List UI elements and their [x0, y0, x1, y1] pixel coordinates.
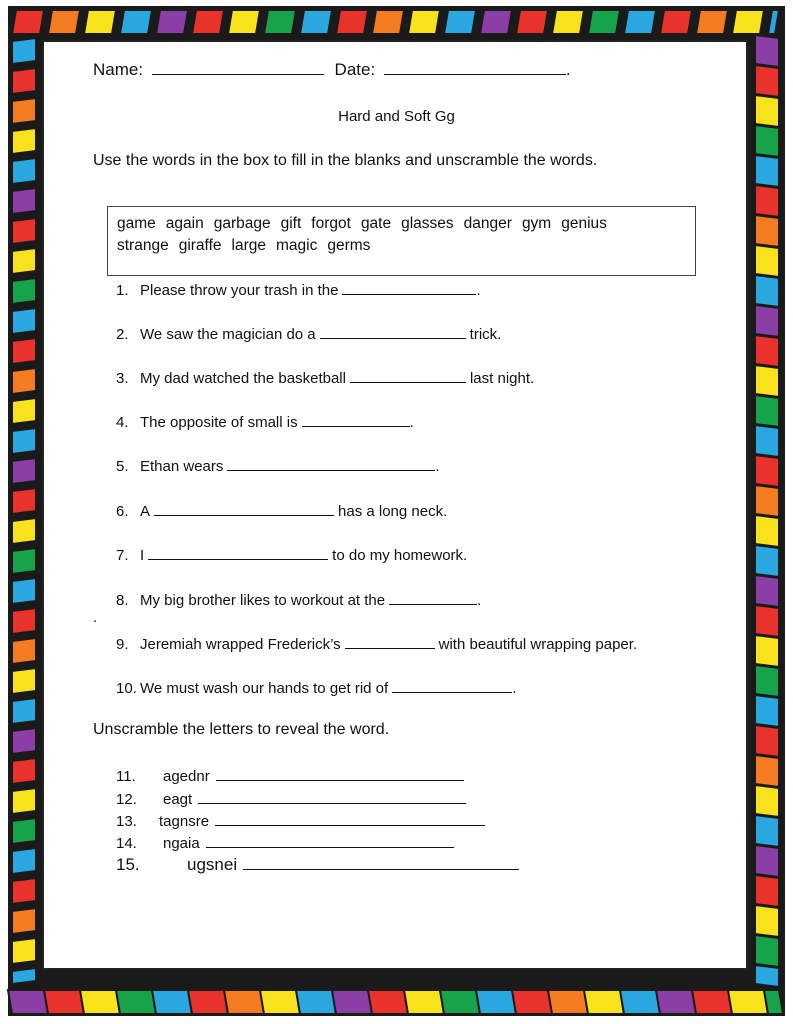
border-tile	[512, 990, 552, 1014]
border-tile	[296, 990, 336, 1014]
border-tile	[12, 788, 36, 814]
border-tile	[12, 368, 36, 394]
word-box-word: large	[231, 237, 266, 254]
question-text: Please throw your trash in the	[140, 282, 339, 299]
border-tile	[12, 728, 36, 754]
question-text-end: to do my homework.	[332, 547, 468, 564]
border-tile	[584, 990, 624, 1014]
answer-blank[interactable]	[350, 368, 466, 383]
page-title: Hard and Soft Gg	[338, 108, 455, 125]
border-tile	[12, 518, 36, 544]
border-tile	[728, 990, 768, 1014]
border-tile	[755, 935, 779, 967]
question-text-end: .	[435, 458, 440, 475]
border-tile	[80, 990, 120, 1014]
border-tile	[755, 65, 779, 97]
unscramble-answer-blank[interactable]	[198, 789, 466, 804]
border-tile	[755, 515, 779, 547]
question-number: 5.	[116, 458, 129, 475]
word-box-word: gift	[280, 215, 302, 232]
unscramble-number: 15.	[116, 855, 140, 874]
question-4	[116, 412, 414, 431]
scrambled-letters: agednr	[163, 768, 210, 785]
question-5	[116, 456, 440, 475]
question-text: A	[140, 503, 151, 520]
question-text: My dad watched the basketball	[140, 370, 346, 387]
border-tile	[755, 605, 779, 637]
border-tile	[44, 990, 84, 1014]
border-tile	[755, 815, 779, 847]
question-text: Ethan wears	[140, 458, 224, 475]
border-tile	[476, 990, 516, 1014]
question-number: 1.	[116, 282, 129, 299]
border-tile	[692, 990, 732, 1014]
border-tile	[755, 395, 779, 427]
border-tile	[755, 485, 779, 517]
border-tile	[12, 698, 36, 724]
word-box-word: gate	[360, 215, 392, 232]
border-tile	[755, 545, 779, 577]
question-2	[116, 324, 501, 343]
border-tile	[12, 218, 36, 244]
scrambled-letters: eagt	[163, 791, 193, 808]
question-text-end: .	[512, 680, 517, 697]
border-tile	[12, 308, 36, 334]
word-box-word: germs	[327, 237, 371, 254]
border-tile	[12, 908, 36, 934]
question-text-end: .	[477, 592, 482, 609]
word-box-word: genius	[561, 215, 607, 232]
question-number: 3.	[116, 370, 129, 387]
border-tile	[755, 905, 779, 937]
answer-blank[interactable]	[342, 280, 476, 295]
question-10	[116, 678, 516, 697]
question-3	[116, 368, 534, 387]
border-tile	[12, 38, 36, 64]
unscramble-item-15	[116, 855, 519, 875]
answer-blank[interactable]	[345, 634, 435, 649]
border-tile	[624, 10, 656, 34]
border-tile	[12, 10, 44, 34]
unscramble-answer-blank[interactable]	[243, 855, 519, 870]
question-6	[116, 501, 447, 520]
border-tile	[755, 35, 779, 67]
border-tile	[8, 990, 48, 1014]
question-text: We saw the magician do a	[140, 326, 316, 343]
word-box-word: again	[165, 215, 204, 232]
border-tile	[755, 965, 779, 987]
unscramble-number: 14.	[116, 835, 137, 852]
border-tile	[12, 878, 36, 904]
question-text: We must wash our hands to get rid of	[140, 680, 389, 697]
border-tile	[12, 128, 36, 154]
border-tile	[84, 10, 116, 34]
border-tile	[755, 575, 779, 607]
word-box	[107, 206, 696, 276]
border-tile	[755, 365, 779, 397]
border-tile	[12, 278, 36, 304]
unscramble-item-13	[116, 811, 485, 830]
border-tile	[656, 990, 696, 1014]
unscramble-item-11	[116, 766, 464, 785]
question-number: 4.	[116, 414, 129, 431]
border-tile	[300, 10, 332, 34]
border-tile	[755, 215, 779, 247]
answer-blank[interactable]	[148, 545, 328, 560]
unscramble-answer-blank[interactable]	[215, 811, 485, 826]
border-tile	[755, 845, 779, 877]
name-date-line	[93, 60, 571, 80]
name-field[interactable]	[152, 60, 324, 75]
word-box-word: magic	[275, 237, 318, 254]
border-tile	[224, 990, 264, 1014]
date-field[interactable]	[384, 60, 566, 75]
unscramble-number: 11.	[116, 768, 136, 785]
border-tile	[755, 245, 779, 277]
question-number: 6.	[116, 503, 129, 520]
border-tile	[368, 990, 408, 1014]
border-tile	[12, 758, 36, 784]
border-tile	[116, 990, 156, 1014]
border-tile	[12, 548, 36, 574]
border-tile	[336, 10, 368, 34]
word-box-word: giraffe	[178, 237, 222, 254]
border-tile	[755, 275, 779, 307]
border-tile	[372, 10, 404, 34]
question-text-end: has a long neck.	[338, 503, 448, 520]
date-end-period: .	[565, 60, 571, 79]
question-text-end: last night.	[469, 370, 535, 387]
border-tile	[12, 608, 36, 634]
border-tile	[755, 725, 779, 757]
border-tile	[12, 848, 36, 874]
word-box-line-1	[117, 213, 686, 235]
instructions: Use the words in the box to fill in the blanks and unscramble the words.	[93, 152, 598, 169]
question-text: The opposite of small is	[140, 414, 298, 431]
question-8	[116, 590, 481, 609]
question-number: 9.	[116, 636, 129, 653]
border-tile	[755, 455, 779, 487]
border-tile	[12, 458, 36, 484]
unscramble-answer-blank[interactable]	[206, 833, 454, 848]
question-text: I	[140, 547, 145, 564]
question-text: My big brother likes to workout at the	[140, 592, 386, 609]
border-tile	[264, 10, 296, 34]
question-9	[116, 634, 637, 653]
word-box-word: garbage	[213, 215, 271, 232]
border-tile	[480, 10, 512, 34]
border-tile	[12, 158, 36, 184]
answer-blank[interactable]	[154, 501, 334, 516]
border-tile	[12, 488, 36, 514]
unscramble-instructions: Unscramble the letters to reveal the word.	[93, 721, 390, 738]
question-number: 10.	[116, 680, 137, 697]
question-text-end: with beautiful wrapping paper.	[438, 636, 638, 653]
word-box-line-2	[117, 235, 686, 257]
question-text-end: .	[476, 282, 481, 299]
border-tile	[552, 10, 584, 34]
border-tile	[755, 185, 779, 217]
border-tile	[228, 10, 260, 34]
border-tile	[755, 755, 779, 787]
border-tile	[755, 425, 779, 457]
word-box-word: glasses	[401, 215, 454, 232]
border-tile	[755, 695, 779, 727]
border-tile	[12, 818, 36, 844]
word-box-word: danger	[463, 215, 512, 232]
border-tile	[12, 668, 36, 694]
question-number: 7.	[116, 547, 129, 564]
unscramble-number: 12.	[116, 791, 137, 808]
name-label: Name:	[93, 60, 144, 79]
border-tile	[444, 10, 476, 34]
scrambled-letters: tagnsre	[159, 813, 210, 830]
stray-mark: .	[93, 609, 98, 626]
border-tile	[755, 665, 779, 697]
question-number: 2.	[116, 326, 129, 343]
border-tile	[696, 10, 728, 34]
unscramble-item-14	[116, 833, 454, 852]
border-tile	[192, 10, 224, 34]
question-1	[116, 280, 481, 299]
scrambled-letters: ugsnei	[187, 855, 238, 874]
border-tile	[755, 875, 779, 907]
question-text-end: trick.	[469, 326, 502, 343]
date-label: Date:	[334, 60, 376, 79]
border-tile	[12, 968, 36, 984]
border-tile	[12, 398, 36, 424]
border-tile	[764, 990, 783, 1014]
border-tile	[732, 10, 764, 34]
border-tile	[12, 638, 36, 664]
border-tile	[755, 155, 779, 187]
border-tile	[755, 305, 779, 337]
border-tile	[188, 990, 228, 1014]
word-box-word: strange	[117, 237, 169, 254]
border-tile	[440, 990, 480, 1014]
border-tile	[12, 68, 36, 94]
border-tile	[260, 990, 300, 1014]
border-tile	[755, 635, 779, 667]
answer-blank[interactable]	[320, 324, 466, 339]
border-tile	[48, 10, 80, 34]
border-tile	[120, 10, 152, 34]
question-number: 8.	[116, 592, 129, 609]
question-text: Jeremiah wrapped Frederick’s	[140, 636, 341, 653]
border-tile	[755, 125, 779, 157]
answer-blank[interactable]	[227, 456, 435, 471]
border-tile	[152, 990, 192, 1014]
border-tile	[755, 335, 779, 367]
border-tile	[12, 338, 36, 364]
unscramble-answer-blank[interactable]	[216, 766, 464, 781]
answer-blank[interactable]	[389, 590, 477, 605]
question-text-end: .	[409, 414, 414, 431]
answer-blank[interactable]	[392, 678, 512, 693]
border-tile	[404, 990, 444, 1014]
answer-blank[interactable]	[302, 412, 410, 427]
border-tile	[548, 990, 588, 1014]
border-tile	[12, 578, 36, 604]
border-tile	[12, 248, 36, 274]
border-tile	[588, 10, 620, 34]
word-box-word: forgot	[311, 215, 351, 232]
border-tile	[516, 10, 548, 34]
border-tile	[12, 938, 36, 964]
scrambled-letters: ngaia	[163, 835, 200, 852]
border-tile	[12, 188, 36, 214]
border-tile	[332, 990, 372, 1014]
word-box-word: game	[117, 215, 156, 232]
unscramble-item-12	[116, 789, 466, 808]
word-box-word: gym	[521, 215, 552, 232]
border-tile	[620, 990, 660, 1014]
border-tile	[408, 10, 440, 34]
border-tile	[660, 10, 692, 34]
border-tile	[156, 10, 188, 34]
border-tile	[755, 785, 779, 817]
question-7	[116, 545, 467, 564]
unscramble-number: 13.	[116, 813, 137, 830]
border-tile	[12, 428, 36, 454]
